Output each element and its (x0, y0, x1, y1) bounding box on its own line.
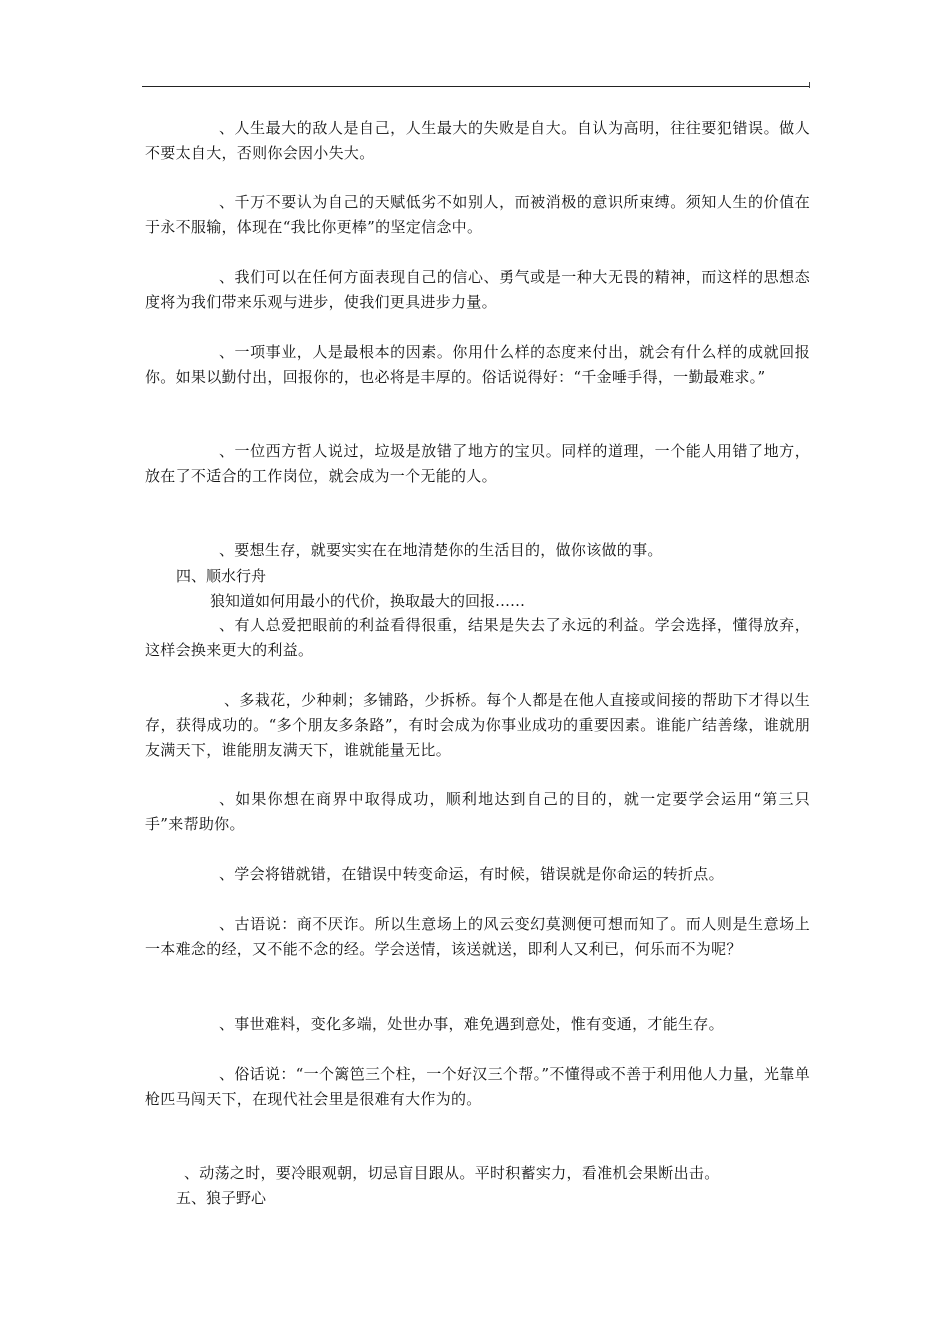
paragraph-4: 、一项事业，人是最根本的因素。你用什么样的态度来付出，就会有什么样的成就回报你。如果以勤付出，回报你的，也必将是丰厚的。俗话说得好：“千金唾手得，一勤最难求。” (145, 343, 810, 386)
paragraph-13: 、俗话说：“一个篱笆三个柱，一个好汉三个帮。”不懂得或不善于利用他人力量，光靠单枪匹马闯天下，在现代社会里是很难有大作为的。 (145, 1065, 810, 1108)
paragraph-12: 、事世难料，变化多端，处世办事，难免遇到意处，惟有变通，才能生存。 (219, 1015, 724, 1033)
paragraph-1: 、人生最大的敌人是自己，人生最大的失败是自大。自认为高明，往往要犯错误。做人不要太自大，否则你会因小失大。 (145, 119, 810, 162)
paragraph-3: 、我们可以在任何方面表现自己的信心、勇气或是一种大无畏的精神，而这样的思想态度将为我们带来乐观与进步，使我们更具进步力量。 (145, 268, 810, 311)
paragraph-14: 、动荡之时，要冷眼观朝，切忌盲目跟从。平时积蓄实力，看准机会果断出击。 (184, 1164, 720, 1182)
paragraph-10: 、学会将错就错，在错误中转变命运，有时候，错误就是你命运的转折点。 (219, 865, 724, 883)
paragraph-5: 、一位西方哲人说过，垃圾是放错了地方的宝贝。同样的道理，一个能人用错了地方，放在了不适合的工作岗位，就会成为一个无能的人。 (145, 442, 810, 485)
paragraph-6: 、要想生存，就要实实在在地清楚你的生活目的，做你该做的事。 (219, 541, 663, 559)
paragraph-11: 、古语说：商不厌诈。所以生意场上的风云变幻莫测便可想而知了。而人则是生意场上一本难念的经，又不能不念的经。学会送情，该送就送，即利人又利已，何乐而不为呢？ (145, 915, 810, 958)
section-5-heading: 五、狼子野心 (176, 1189, 267, 1207)
paragraph-2: 、千万不要认为自己的天赋低劣不如别人，而被消极的意识所束缚。须知人生的价值在于永不服输，体现在“我比你更棒”的坚定信念中。 (145, 193, 810, 236)
header-rule (142, 86, 810, 87)
paragraph-9: 、如果你想在商界中取得成功，顺利地达到自己的目的，就一定要学会运用“第三只手”来帮助你。 (145, 790, 810, 833)
paragraph-8: 、多栽花，少种刺；多铺路，少拆桥。每个人都是在他人直接或间接的帮助下才得以生存，获得成功的。“多个朋友多条路”，有时会成为你事业成功的重要因素。谁能广结善缘，谁就朋友满天下，谁能朋友满天下，谁就能量无比。 (145, 691, 810, 759)
section-4-intro: 狼知道如何用最小的代价，换取最大的回报…… (210, 592, 526, 610)
header-rule-tick (809, 82, 810, 88)
paragraph-7: 、有人总爱把眼前的利益看得很重，结果是失去了永远的利益。学会选择，懂得放弃，这样会换来更大的利益。 (145, 616, 810, 659)
section-4-heading: 四、顺水行舟 (176, 567, 267, 585)
